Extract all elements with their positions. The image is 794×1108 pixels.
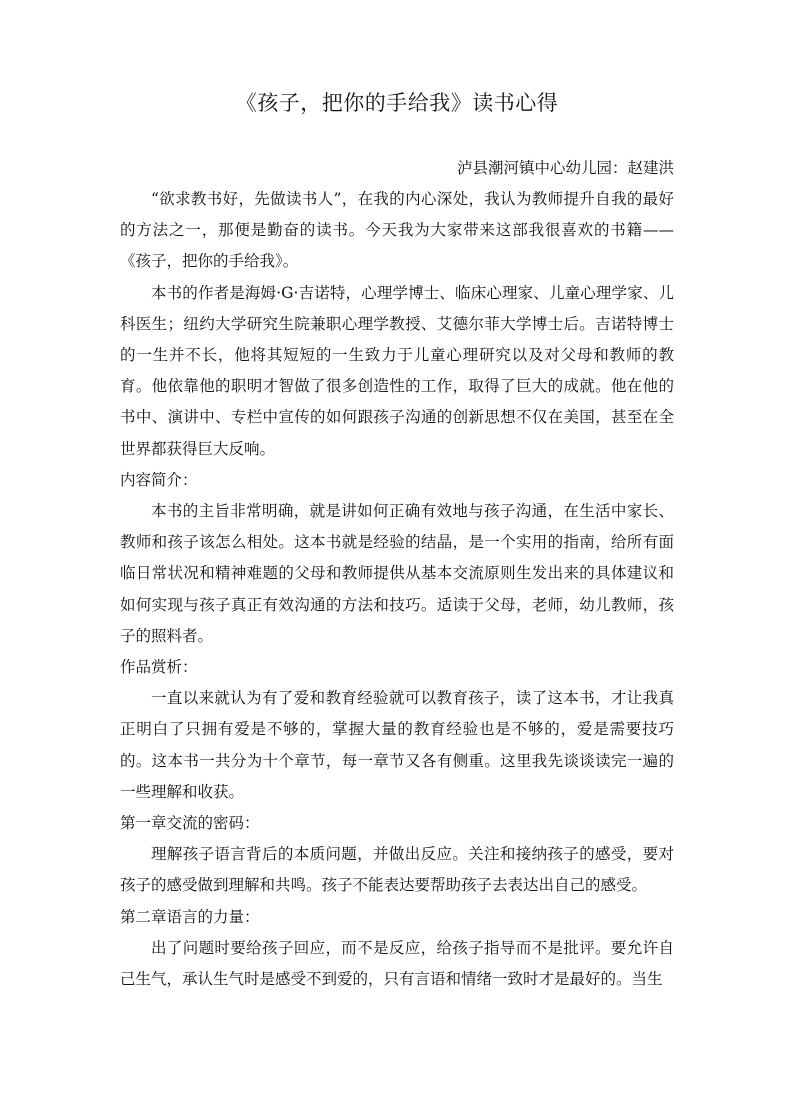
paragraph-intro: “欲求教书好，先做读书人”，在我的内心深处，我认为教师提升自我的最好的方法之一，那便是勤奋的读书。今天我为大家带来这部我很喜欢的书籍——《孩子，把你的手给我》。 — [120, 190, 674, 271]
document-title: 《孩子，把你的手给我》读书心得 — [235, 91, 559, 115]
document-body — [120, 184, 674, 995]
paragraph-appreciation: 一直以来就认为有了爱和教育经验就可以教育孩子，读了这本书，才让我真正明白了只拥有爱是不够的，掌握大量的教育经验也是不够的，爱是需要技巧的。这本书一共分为十个章节，每一章节又各有侧重。这里我先谈谈读完一遍的一些理解和收获。 — [120, 689, 674, 801]
heading-chapter-2: 第二章语言的力量： — [120, 907, 260, 926]
heading-appreciation: 作品赏析： — [120, 658, 198, 677]
paragraph-author-bio: 本书的作者是海姆·G·吉诺特，心理学博士、临床心理家、儿童心理学家、儿科医生；纽约大学研究生院兼职心理学教授、艾德尔菲大学博士后。吉诺特博士的一生并不长，他将其短短的一生致力于儿童心理研究以及对父母和教师的教育。他依靠他的职明才智做了很多创造性的工作，取得了巨大的成就。他在他的书中、演讲中、专栏中宣传的如何跟孩子沟通的创新思想不仅在美国，甚至在全世界都获得巨大反响。 — [120, 283, 674, 458]
paragraph-content-summary: 本书的主旨非常明确，就是讲如何正确有效地与孩子沟通，在生活中家长、教师和孩子该怎么相处。这本书就是经验的结晶，是一个实用的指南，给所有面临日常状况和精神难题的父母和教师提供从基本交流原则生发出来的具体建议和如何实现与孩子真正有效沟通的方法和技巧。适读于父母，老师，幼儿教师，孩子的照料者。 — [120, 502, 674, 645]
heading-chapter-1: 第一章交流的密码： — [120, 814, 260, 833]
paragraph-chapter-1: 理解孩子语言背后的本质问题，并做出反应。关注和接纳孩子的感受，要对孩子的感受做到理解和共鸣。孩子不能表达要帮助孩子去表达出自己的感受。 — [120, 845, 674, 895]
author-line: 泸县潮河镇中心幼儿园：赵建洪 — [456, 159, 674, 177]
paragraph-chapter-2: 出了问题时要给孩子回应，而不是反应，给孩子指导而不是批评。要允许自己生气，承认生气时是感受不到爱的，只有言语和情绪一致时才是最好的。当生 — [120, 938, 674, 989]
heading-content-summary: 内容简介： — [120, 470, 198, 489]
